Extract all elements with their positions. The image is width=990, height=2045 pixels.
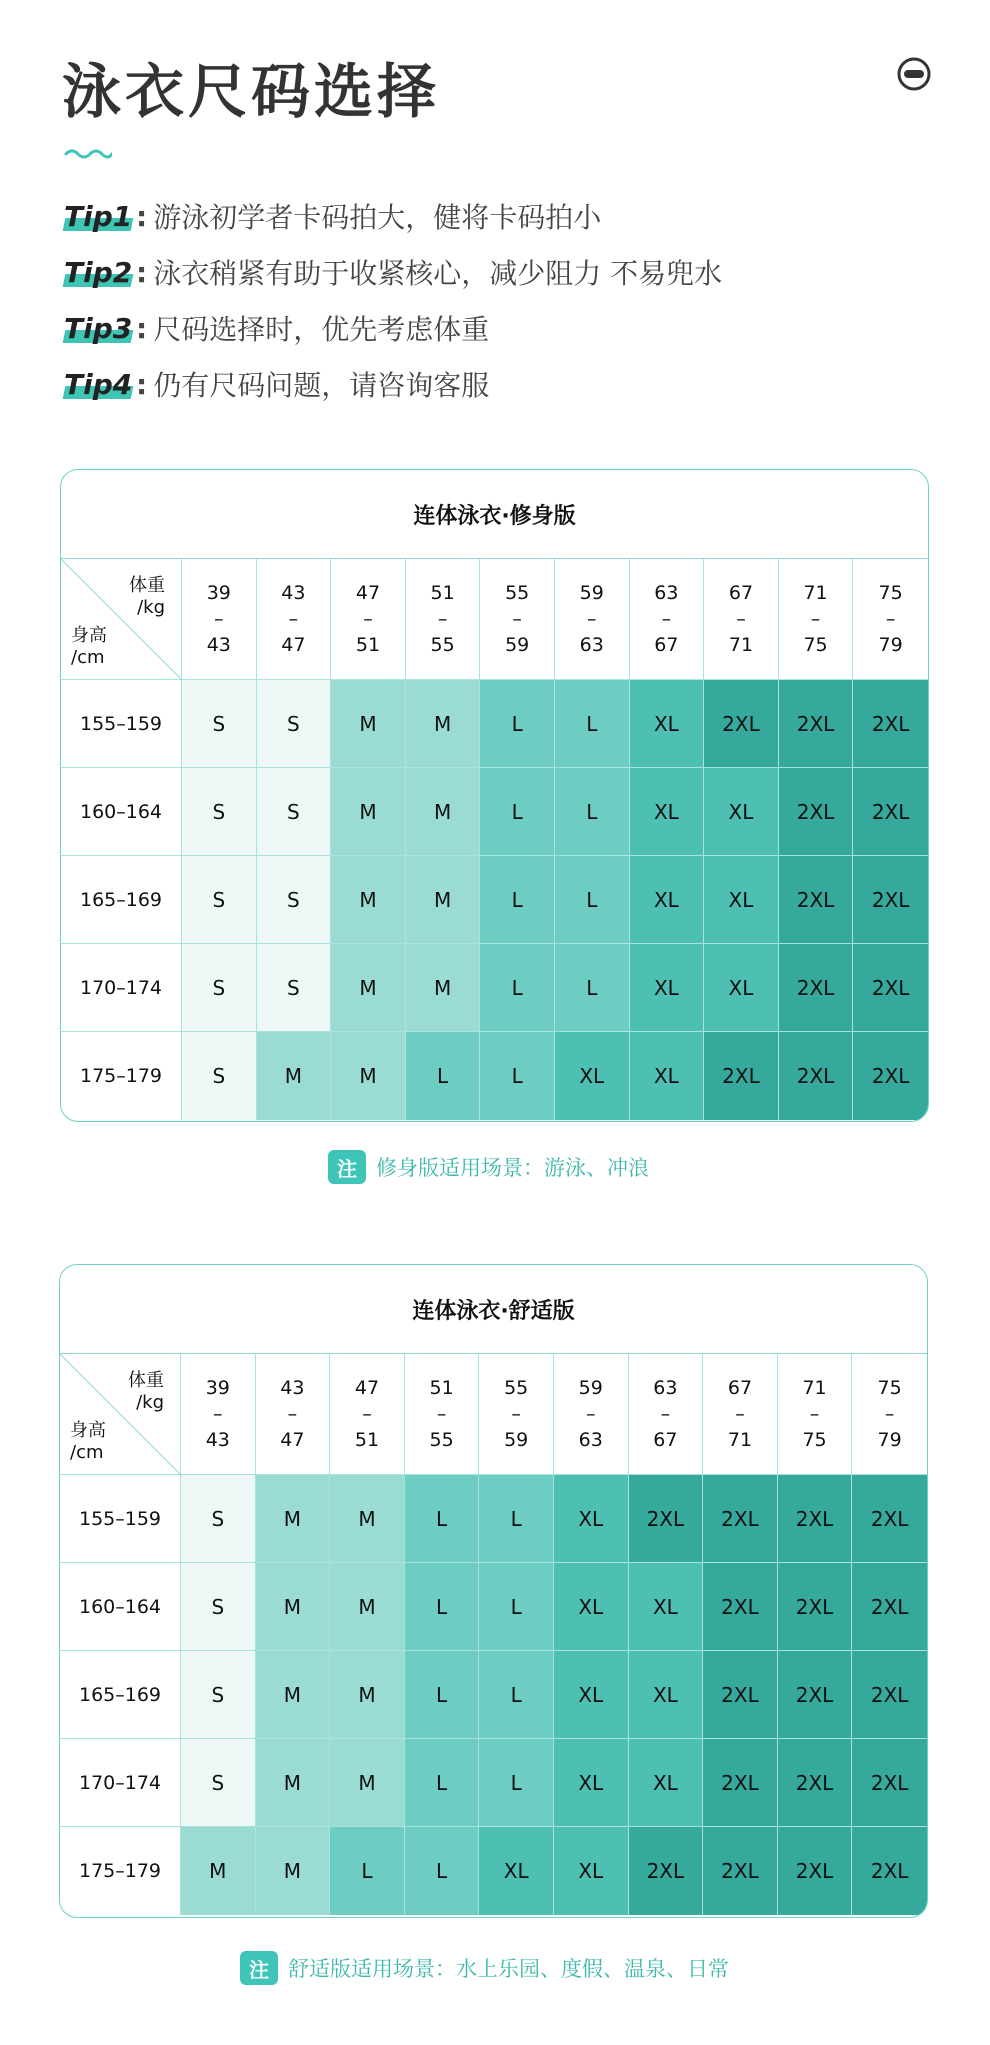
size-cell: S: [182, 768, 257, 856]
height-label: 155–159: [60, 1475, 181, 1563]
size-cell: 2XL: [778, 1563, 853, 1651]
weight-header: [629, 1354, 704, 1475]
weight-to: 47: [280, 1429, 305, 1451]
size-cell: 2XL: [852, 1563, 927, 1651]
note-text: 舒适版适用场景：水上乐园、度假、温泉、日常: [288, 1957, 729, 1981]
weight-dash: –: [586, 1403, 596, 1425]
size-cell: M: [256, 1563, 331, 1651]
weight-header: [703, 1354, 778, 1475]
size-cell: S: [181, 1475, 256, 1563]
size-cell: XL: [704, 944, 779, 1032]
size-cell: 2XL: [779, 1032, 854, 1120]
size-cell: S: [257, 856, 332, 944]
tip-item: Tip3 : 尺码选择时，优先考虑体重: [64, 300, 722, 356]
size-cell: XL: [630, 944, 705, 1032]
weight-to: 43: [206, 634, 231, 656]
weight-dash: –: [436, 1403, 447, 1425]
size-cell: XL: [554, 1651, 629, 1739]
size-cell: XL: [630, 856, 705, 944]
size-cell: S: [182, 680, 257, 768]
size-cell: L: [555, 944, 630, 1032]
height-label: 175–179: [60, 1827, 181, 1915]
weight-to: 55: [429, 1429, 454, 1451]
size-cell: 2XL: [703, 1739, 778, 1827]
size-cell: M: [331, 680, 406, 768]
size-table-slim: [60, 469, 929, 1122]
weight-from: 39: [206, 582, 231, 604]
size-cell: L: [480, 680, 555, 768]
size-cell: XL: [479, 1827, 554, 1915]
height-label: 165–169: [60, 1651, 181, 1739]
weight-header: [554, 1354, 629, 1475]
weight-from: 47: [355, 582, 381, 604]
weight-dash: –: [736, 608, 746, 630]
weight-unit: /kg: [136, 1392, 164, 1413]
size-cell: M: [256, 1651, 331, 1739]
tip-text: 尺码选择时，优先考虑体重: [153, 313, 490, 346]
size-cell: 2XL: [853, 944, 928, 1032]
weight-header: [330, 1354, 405, 1475]
height-label: 165–169: [61, 856, 182, 944]
size-cell: XL: [554, 1475, 629, 1563]
size-cell: M: [256, 1827, 331, 1915]
height-label: 身高: [71, 625, 107, 646]
weight-header: [405, 1354, 480, 1475]
size-cell: 2XL: [703, 1563, 778, 1651]
size-cell: L: [479, 1563, 554, 1651]
weight-from: 71: [802, 1377, 827, 1399]
weight-from: 47: [354, 1377, 380, 1399]
weight-dash: –: [885, 608, 896, 630]
size-cell: M: [331, 856, 406, 944]
weight-to: 79: [878, 634, 903, 656]
height-label: 160–164: [61, 768, 182, 856]
height-unit: /cm: [70, 1442, 104, 1463]
size-cell: 2XL: [703, 1651, 778, 1739]
weight-to: 75: [803, 634, 828, 656]
weight-to: 59: [504, 1429, 529, 1451]
size-cell: L: [480, 1032, 555, 1120]
weight-from: 43: [281, 582, 306, 604]
size-cell: 2XL: [852, 1651, 927, 1739]
size-cell: XL: [554, 1563, 629, 1651]
size-cell: 2XL: [778, 1475, 853, 1563]
size-cell: XL: [630, 680, 705, 768]
size-cell: S: [182, 856, 257, 944]
size-cell: L: [405, 1475, 480, 1563]
weight-header: [555, 559, 630, 680]
size-cell: L: [480, 944, 555, 1032]
size-cell: 2XL: [853, 1032, 928, 1120]
weight-dash: –: [288, 608, 299, 630]
size-cell: M: [330, 1739, 405, 1827]
weight-dash: –: [735, 1403, 745, 1425]
height-label: 175–179: [61, 1032, 182, 1120]
weight-from: 67: [728, 582, 754, 604]
weight-dash: –: [214, 608, 224, 630]
weight-header: [256, 1354, 331, 1475]
tips-list: [64, 188, 722, 412]
size-cell: 2XL: [853, 768, 928, 856]
size-cell: L: [479, 1475, 554, 1563]
size-cell: L: [480, 856, 555, 944]
weight-to: 75: [802, 1429, 827, 1451]
weight-from: 59: [579, 582, 604, 604]
note-badge: 注: [328, 1150, 366, 1184]
tip-text: 游泳初学者卡码拍大，健将卡码拍小: [153, 201, 602, 234]
size-cell: XL: [630, 768, 705, 856]
weight-header: [852, 1354, 927, 1475]
tip-label: Tip1: [64, 199, 133, 233]
height-label: 155–159: [61, 680, 182, 768]
size-cell: M: [257, 1032, 332, 1120]
weight-from: 55: [505, 582, 530, 604]
tip-label: Tip2: [64, 255, 133, 289]
size-cell: 2XL: [779, 680, 854, 768]
weight-dash: –: [587, 608, 597, 630]
weight-from: 63: [654, 582, 679, 604]
weight-dash: –: [660, 1403, 671, 1425]
size-cell: S: [257, 944, 332, 1032]
weight-dash: –: [810, 608, 821, 630]
size-cell: 2XL: [704, 680, 779, 768]
size-cell: 2XL: [779, 944, 854, 1032]
swim-goggles-icon: [896, 56, 932, 92]
weight-header: [257, 559, 332, 680]
size-cell: M: [330, 1475, 405, 1563]
size-cell: XL: [554, 1739, 629, 1827]
tip-item: Tip2 : 泳衣稍紧有助于收紧核心，减少阻力 不易兜水: [64, 244, 722, 300]
table-note: [328, 1150, 649, 1184]
weight-dash: –: [363, 608, 373, 630]
weight-to: 55: [430, 634, 455, 656]
note-text: 修身版适用场景：游泳、冲浪: [376, 1156, 649, 1180]
size-cell: S: [257, 680, 332, 768]
size-cell: 2XL: [853, 680, 928, 768]
size-cell: 2XL: [703, 1475, 778, 1563]
weight-dash: –: [661, 608, 672, 630]
weight-from: 51: [429, 1377, 454, 1399]
height-label: 160–164: [60, 1563, 181, 1651]
weight-dash: –: [884, 1403, 895, 1425]
weight-dash: –: [809, 1403, 820, 1425]
size-cell: L: [405, 1739, 480, 1827]
size-cell: 2XL: [779, 768, 854, 856]
weight-dash: –: [213, 1403, 223, 1425]
height-label: 身高: [70, 1420, 106, 1441]
weight-to: 71: [727, 1429, 753, 1451]
size-cell: M: [331, 768, 406, 856]
size-cell: 2XL: [703, 1827, 778, 1915]
weight-dash: –: [512, 608, 522, 630]
weight-dash: –: [511, 1403, 521, 1425]
weight-label: 体重: [128, 1370, 164, 1391]
tip-label: Tip4: [64, 367, 133, 401]
weight-header: [331, 559, 406, 680]
weight-header: [778, 1354, 853, 1475]
size-cell: M: [331, 944, 406, 1032]
tip-item: Tip4 : 仍有尺码问题，请咨询客服: [64, 356, 722, 412]
page-title: 泳衣尺码选择: [62, 57, 441, 126]
weight-from: 39: [205, 1377, 230, 1399]
size-cell: M: [406, 680, 481, 768]
size-cell: XL: [555, 1032, 630, 1120]
weight-to: 51: [355, 634, 381, 656]
size-cell: S: [181, 1651, 256, 1739]
size-cell: XL: [629, 1739, 704, 1827]
weight-from: 71: [803, 582, 828, 604]
size-cell: 2XL: [778, 1739, 853, 1827]
table-title: 连体泳衣·修身版: [61, 470, 928, 559]
size-cell: XL: [704, 856, 779, 944]
size-cell: L: [405, 1827, 480, 1915]
size-cell: L: [479, 1651, 554, 1739]
size-grid: [60, 1354, 927, 1915]
weight-dash: –: [362, 1403, 372, 1425]
weight-to: 59: [505, 634, 530, 656]
size-cell: 2XL: [629, 1475, 704, 1563]
weight-header: [630, 559, 705, 680]
weight-header: [479, 1354, 554, 1475]
weight-dash: –: [437, 608, 448, 630]
height-label: 170–174: [60, 1739, 181, 1827]
size-cell: L: [555, 856, 630, 944]
tip-text: 泳衣稍紧有助于收紧核心，减少阻力 不易兜水: [153, 257, 723, 290]
weight-to: 63: [579, 634, 604, 656]
size-cell: 2XL: [704, 1032, 779, 1120]
weight-to: 71: [728, 634, 754, 656]
size-cell: M: [406, 768, 481, 856]
table-title: 连体泳衣·舒适版: [60, 1265, 927, 1354]
weight-from: 51: [430, 582, 455, 604]
weight-header: [704, 559, 779, 680]
size-cell: L: [480, 768, 555, 856]
weight-to: 43: [205, 1429, 230, 1451]
header-corner: [60, 1354, 181, 1475]
height-label: 170–174: [61, 944, 182, 1032]
size-cell: 2XL: [778, 1827, 853, 1915]
size-cell: L: [555, 680, 630, 768]
weight-from: 67: [727, 1377, 753, 1399]
size-cell: 2XL: [629, 1827, 704, 1915]
tip-text: 仍有尺码问题，请咨询客服: [153, 369, 490, 402]
weight-to: 63: [578, 1429, 603, 1451]
tip-label: Tip3: [64, 311, 133, 345]
weight-from: 43: [280, 1377, 305, 1399]
size-cell: M: [406, 944, 481, 1032]
weight-label: 体重: [129, 575, 165, 596]
size-cell: L: [405, 1651, 480, 1739]
weight-dash: –: [287, 1403, 298, 1425]
size-cell: XL: [554, 1827, 629, 1915]
weight-to: 51: [354, 1429, 380, 1451]
size-cell: M: [406, 856, 481, 944]
weight-header: [406, 559, 481, 680]
weight-to: 67: [654, 634, 679, 656]
weight-to: 79: [877, 1429, 902, 1451]
size-cell: 2XL: [853, 856, 928, 944]
size-table-comfort: [59, 1264, 928, 1918]
size-cell: S: [257, 768, 332, 856]
weight-from: 75: [877, 1377, 902, 1399]
size-cell: L: [405, 1563, 480, 1651]
weight-unit: /kg: [137, 597, 165, 618]
size-cell: XL: [629, 1651, 704, 1739]
size-cell: 2XL: [852, 1739, 927, 1827]
weight-header: [779, 559, 854, 680]
size-cell: 2XL: [778, 1651, 853, 1739]
size-cell: S: [181, 1739, 256, 1827]
weight-from: 75: [878, 582, 903, 604]
size-cell: S: [182, 944, 257, 1032]
size-cell: M: [331, 1032, 406, 1120]
weight-header: [181, 1354, 256, 1475]
size-cell: XL: [629, 1563, 704, 1651]
weight-header: [480, 559, 555, 680]
size-cell: L: [555, 768, 630, 856]
weight-header: [182, 559, 257, 680]
table-note: [240, 1951, 729, 1985]
tip-item: Tip1 : 游泳初学者卡码拍大，健将卡码拍小: [64, 188, 722, 244]
size-cell: XL: [630, 1032, 705, 1120]
size-cell: 2XL: [852, 1827, 927, 1915]
size-cell: M: [330, 1651, 405, 1739]
weight-from: 59: [578, 1377, 603, 1399]
size-cell: M: [256, 1475, 331, 1563]
weight-from: 55: [504, 1377, 529, 1399]
note-badge: 注: [240, 1951, 278, 1985]
size-cell: M: [330, 1563, 405, 1651]
weight-header: [853, 559, 928, 680]
weight-to: 67: [653, 1429, 678, 1451]
weight-from: 63: [653, 1377, 678, 1399]
size-cell: L: [479, 1739, 554, 1827]
size-cell: L: [330, 1827, 405, 1915]
size-cell: 2XL: [852, 1475, 927, 1563]
size-cell: XL: [704, 768, 779, 856]
size-cell: M: [256, 1739, 331, 1827]
weight-to: 47: [281, 634, 306, 656]
size-grid: [61, 559, 928, 1120]
size-cell: S: [181, 1563, 256, 1651]
size-cell: S: [182, 1032, 257, 1120]
height-unit: /cm: [71, 647, 105, 668]
header-corner: [61, 559, 182, 680]
wave-divider-icon: [64, 146, 112, 162]
size-cell: 2XL: [779, 856, 854, 944]
size-cell: L: [406, 1032, 481, 1120]
size-cell: M: [181, 1827, 256, 1915]
